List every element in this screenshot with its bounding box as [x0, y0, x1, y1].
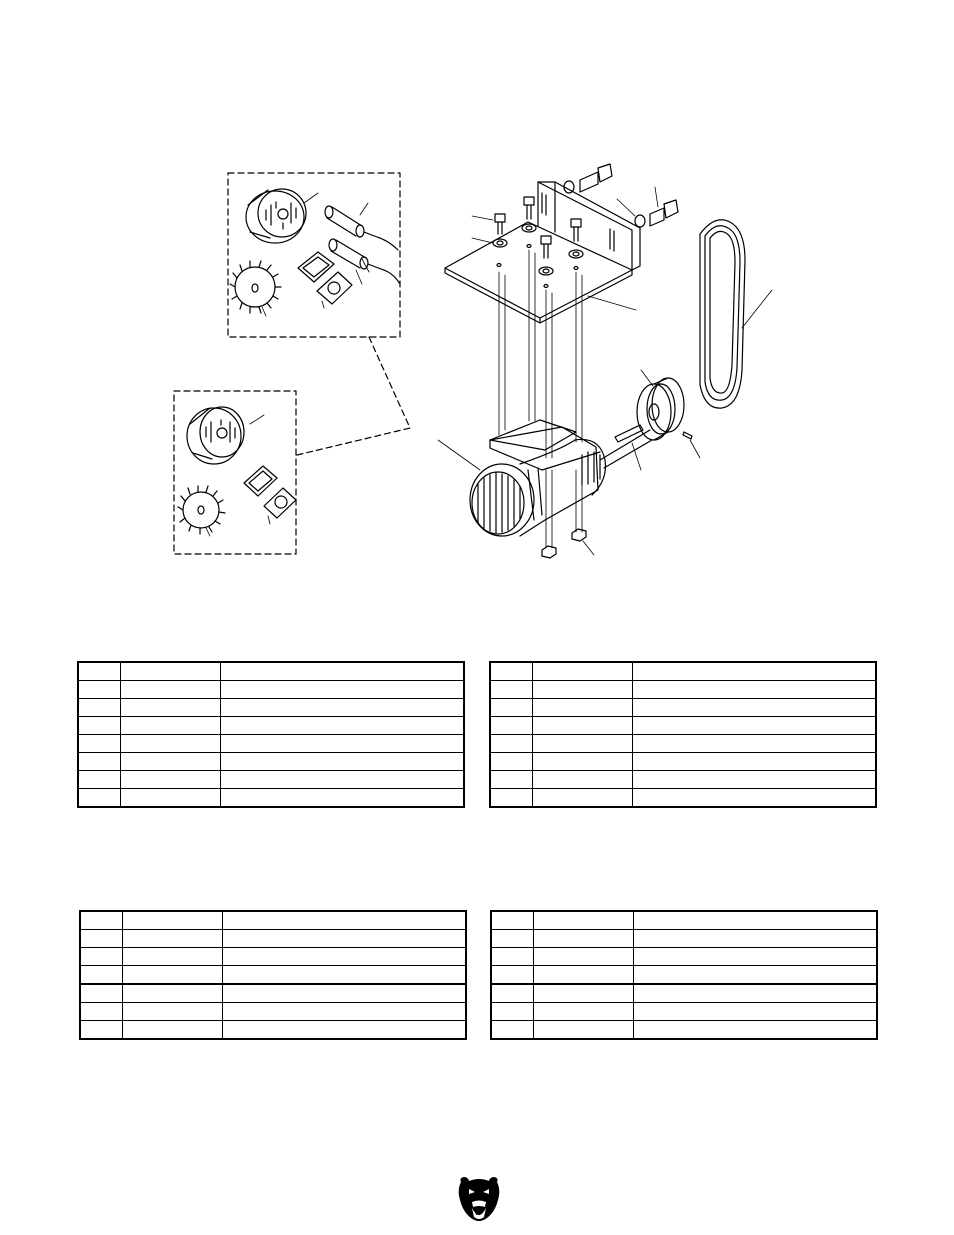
table-row [78, 699, 464, 717]
table-row [78, 681, 464, 699]
table-row [490, 735, 876, 753]
motor-part [470, 420, 652, 536]
table-row [490, 717, 876, 735]
table-header-row [491, 911, 877, 930]
table-row [491, 966, 877, 985]
v-belt-part [700, 220, 745, 408]
table-header-row [80, 911, 466, 930]
table-row [491, 1021, 877, 1040]
parts-table-4 [490, 910, 878, 1040]
parts-table-3 [79, 910, 467, 1040]
leader-lines [438, 187, 772, 555]
table-row [78, 717, 464, 735]
inset-box-upper [228, 173, 400, 337]
table-row [490, 681, 876, 699]
table-row [80, 930, 466, 948]
table-row [491, 1003, 877, 1021]
motor-fan-part [230, 261, 281, 313]
table-row [490, 753, 876, 771]
fan-cover-part [246, 189, 306, 243]
inset-box-lower [174, 391, 296, 554]
table-row [78, 735, 464, 753]
bear-head-icon [457, 1176, 501, 1224]
table-row [490, 771, 876, 789]
table-row [490, 699, 876, 717]
table-row [491, 930, 877, 948]
table-row [80, 1003, 466, 1021]
table-row [491, 948, 877, 966]
motor-pulley-part [637, 378, 692, 440]
dashed-connector [297, 337, 410, 455]
table-row [78, 753, 464, 771]
parts-table-2 [489, 661, 877, 808]
hex-nuts-part [542, 529, 586, 558]
junction-box-part-alt [244, 466, 296, 518]
key-part [615, 425, 643, 442]
table-row [491, 984, 877, 1003]
table-row [78, 771, 464, 789]
table-row [80, 948, 466, 966]
capacitors-part [325, 206, 400, 284]
table-header-row [490, 662, 876, 681]
junction-box-part [298, 252, 352, 304]
table-header-row [78, 662, 464, 681]
fan-cover-part-alt [187, 407, 244, 464]
table-row [80, 966, 466, 985]
table-row [490, 789, 876, 808]
table-row [80, 1021, 466, 1040]
table-row [78, 789, 464, 808]
table-row [80, 984, 466, 1003]
motor-fan-part-alt [178, 486, 225, 534]
parts-table-1 [77, 661, 465, 808]
motor-mount-plate [445, 182, 640, 323]
